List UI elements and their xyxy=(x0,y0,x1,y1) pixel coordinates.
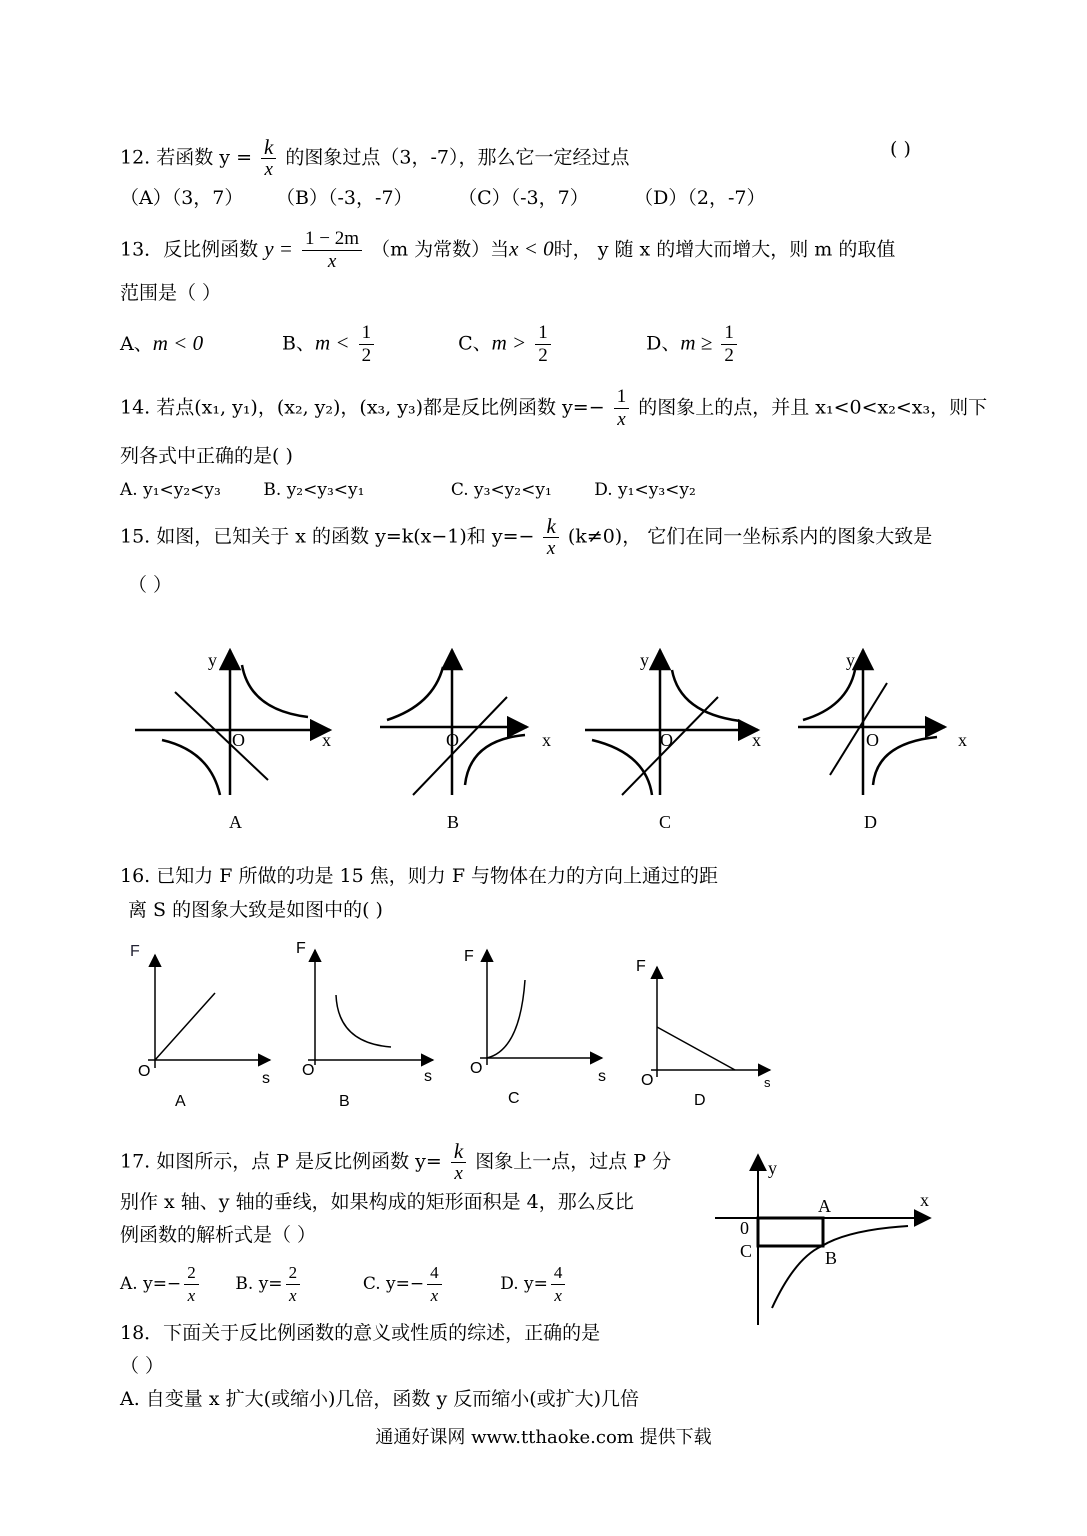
q15-d-origin: O xyxy=(866,730,879,750)
q12-option-c[interactable]: （C）（-3，7） xyxy=(458,187,589,209)
q14-line2: 列各式中正确的是( ) xyxy=(120,445,293,467)
q13-option-c[interactable]: C、m > $\frac{1}{2}$ xyxy=(458,322,640,367)
q16-choice-a[interactable]: A xyxy=(175,1093,186,1110)
q12-option-b[interactable]: （B）（-3，-7） xyxy=(276,187,413,209)
q14-option-a[interactable]: A. y₁<y₂<y₃ xyxy=(120,480,221,500)
page-footer: 通通好课网 www.tthaoke.com 提供下载 xyxy=(375,1427,712,1448)
q15-b-origin: O xyxy=(446,730,459,750)
q13-line2: 范围是（ ） xyxy=(120,282,222,304)
q17-option-b[interactable]: B. y= $\frac{2}{x}$ xyxy=(235,1262,357,1307)
q15-graph-b xyxy=(375,645,585,805)
q17-line2: 别作 x 轴、y 轴的垂线，如果构成的矩形面积是 4，那么反比 xyxy=(120,1191,634,1213)
q14-stem: 14. 若点(x₁, y₁)，(x₂, y₂)，(x₃, y₃)都是反比例函数 y=− $\frac{1}{x}$ 的图象上的点，并且 x₁<0<x₂<x₃，则下 xyxy=(120,386,988,430)
q14-option-d[interactable]: D. y₁<y₃<y₂ xyxy=(594,480,696,500)
q15-choice-d[interactable]: D xyxy=(864,812,877,832)
q16-graph-b xyxy=(303,945,443,1070)
q15-choice-b[interactable]: B xyxy=(447,812,460,832)
q17-options xyxy=(120,1262,568,1307)
q16-b-f-label: F xyxy=(296,940,306,957)
q16-choice-c[interactable]: C xyxy=(508,1090,520,1107)
q15-graph-a xyxy=(130,645,340,805)
q15-d-y-label: y xyxy=(846,650,855,670)
q17-fig-point-a: A xyxy=(818,1196,831,1216)
q17-stem: 17. 如图所示，点 P 是反比例函数 y= $\frac{k}{x}$ 图象上一点，过点 P 分 xyxy=(120,1139,672,1184)
q12-options xyxy=(120,185,765,211)
q15-b-x-label: x xyxy=(542,730,551,750)
q12-option-d[interactable]: （D）（2，-7） xyxy=(634,187,766,209)
q16-d-s-label: s xyxy=(764,1075,771,1090)
q17-line3: 例函数的解析式是（ ） xyxy=(120,1224,317,1246)
q16-c-s-label: s xyxy=(598,1068,606,1085)
q16-line1: 16. 已知力 F 所做的功是 15 焦，则力 F 与物体在力的方向上通过的距 xyxy=(120,865,719,887)
q15-c-x-label: x xyxy=(752,730,761,750)
q18-option-a[interactable]: A. 自变量 x 扩大(或缩小)几倍，函数 y 反而缩小(或扩大)几倍 xyxy=(120,1388,640,1410)
q16-d-origin: O xyxy=(641,1072,654,1089)
q17-option-c[interactable]: C. y=− $\frac{4}{x}$ xyxy=(363,1262,495,1307)
q16-choice-b[interactable]: B xyxy=(339,1093,350,1110)
q13-stem: 13．反比例函数 y = $\frac{1 - 2m}{x}$ （m 为常数）当x < 0时， y 随 x 的增大而增大，则 m 的取值 xyxy=(120,228,896,272)
q15-a-y-label: y xyxy=(208,650,217,670)
q17-fig-origin: 0 xyxy=(740,1218,749,1238)
q15-a-origin: O xyxy=(232,730,245,750)
q16-graph-d xyxy=(648,962,788,1077)
q15-choice-a[interactable]: A xyxy=(229,812,242,832)
q17-fig-x-label: x xyxy=(920,1190,929,1210)
q15-graph-d xyxy=(795,645,1005,805)
q13-options xyxy=(120,322,740,367)
q18-line2: （ ） xyxy=(120,1355,165,1377)
q16-choice-d[interactable]: D xyxy=(694,1092,706,1109)
q18-line1: 18．下面关于反比例函数的意义或性质的综述，正确的是 xyxy=(120,1322,601,1344)
q12-answer-paren[interactable]: ( ) xyxy=(890,138,911,160)
q16-a-s-label: s xyxy=(262,1070,270,1087)
q15-choice-c[interactable]: C xyxy=(659,812,672,832)
q15-graph-c xyxy=(580,645,790,805)
q15-a-x-label: x xyxy=(322,730,331,750)
q15-stem: 15. 如图，已知关于 x 的函数 y=k(x−1)和 y=− $\frac{k}{x}$ (k≠0)， 它们在同一坐标系内的图象大致是 xyxy=(120,514,933,559)
q15-line2: （ ） xyxy=(128,574,173,596)
q16-a-f-label: F xyxy=(130,943,140,960)
q16-graph-c xyxy=(472,945,612,1070)
q12-stem: 12. 若函数 y = $\frac{k}{x}$ 的图象过点（3，-7），那么它一定经过点 xyxy=(120,135,630,180)
q17-fig-point-c: C xyxy=(740,1241,753,1261)
q16-b-s-label: s xyxy=(424,1068,432,1085)
q15-d-x-label: x xyxy=(958,730,967,750)
q17-fig-point-b: B xyxy=(825,1248,838,1268)
q12-option-a[interactable]: （A）（3，7） xyxy=(120,187,244,209)
q15-c-y-label: y xyxy=(640,650,649,670)
q16-graph-a xyxy=(140,950,280,1070)
q17-option-d[interactable]: D. y= $\frac{4}{x}$ xyxy=(500,1262,568,1307)
q14-option-b[interactable]: B. y₂<y₃<y₁ xyxy=(263,480,365,500)
q17-figure xyxy=(710,1150,940,1330)
q16-c-f-label: F xyxy=(464,948,474,965)
q15-c-origin: O xyxy=(660,730,673,750)
q14-option-c[interactable]: C. y₃<y₂<y₁ xyxy=(450,480,552,500)
q13-option-d[interactable]: D、m ≥ $\frac{1}{2}$ xyxy=(646,322,740,367)
q16-line2: 离 S 的图象大致是如图中的( ) xyxy=(128,899,383,921)
q16-b-origin: O xyxy=(302,1062,315,1079)
q14-options xyxy=(120,477,696,503)
q13-option-a[interactable]: A、m < 0 xyxy=(120,330,204,355)
q17-option-a[interactable]: A. y=− $\frac{2}{x}$ xyxy=(120,1262,230,1307)
q17-fig-y-label: y xyxy=(768,1158,777,1178)
q16-d-f-label: F xyxy=(636,958,646,975)
q13-option-b[interactable]: B、m < $\frac{1}{2}$ xyxy=(282,322,452,367)
q16-c-origin: O xyxy=(470,1060,483,1077)
q16-a-origin: O xyxy=(138,1063,151,1080)
